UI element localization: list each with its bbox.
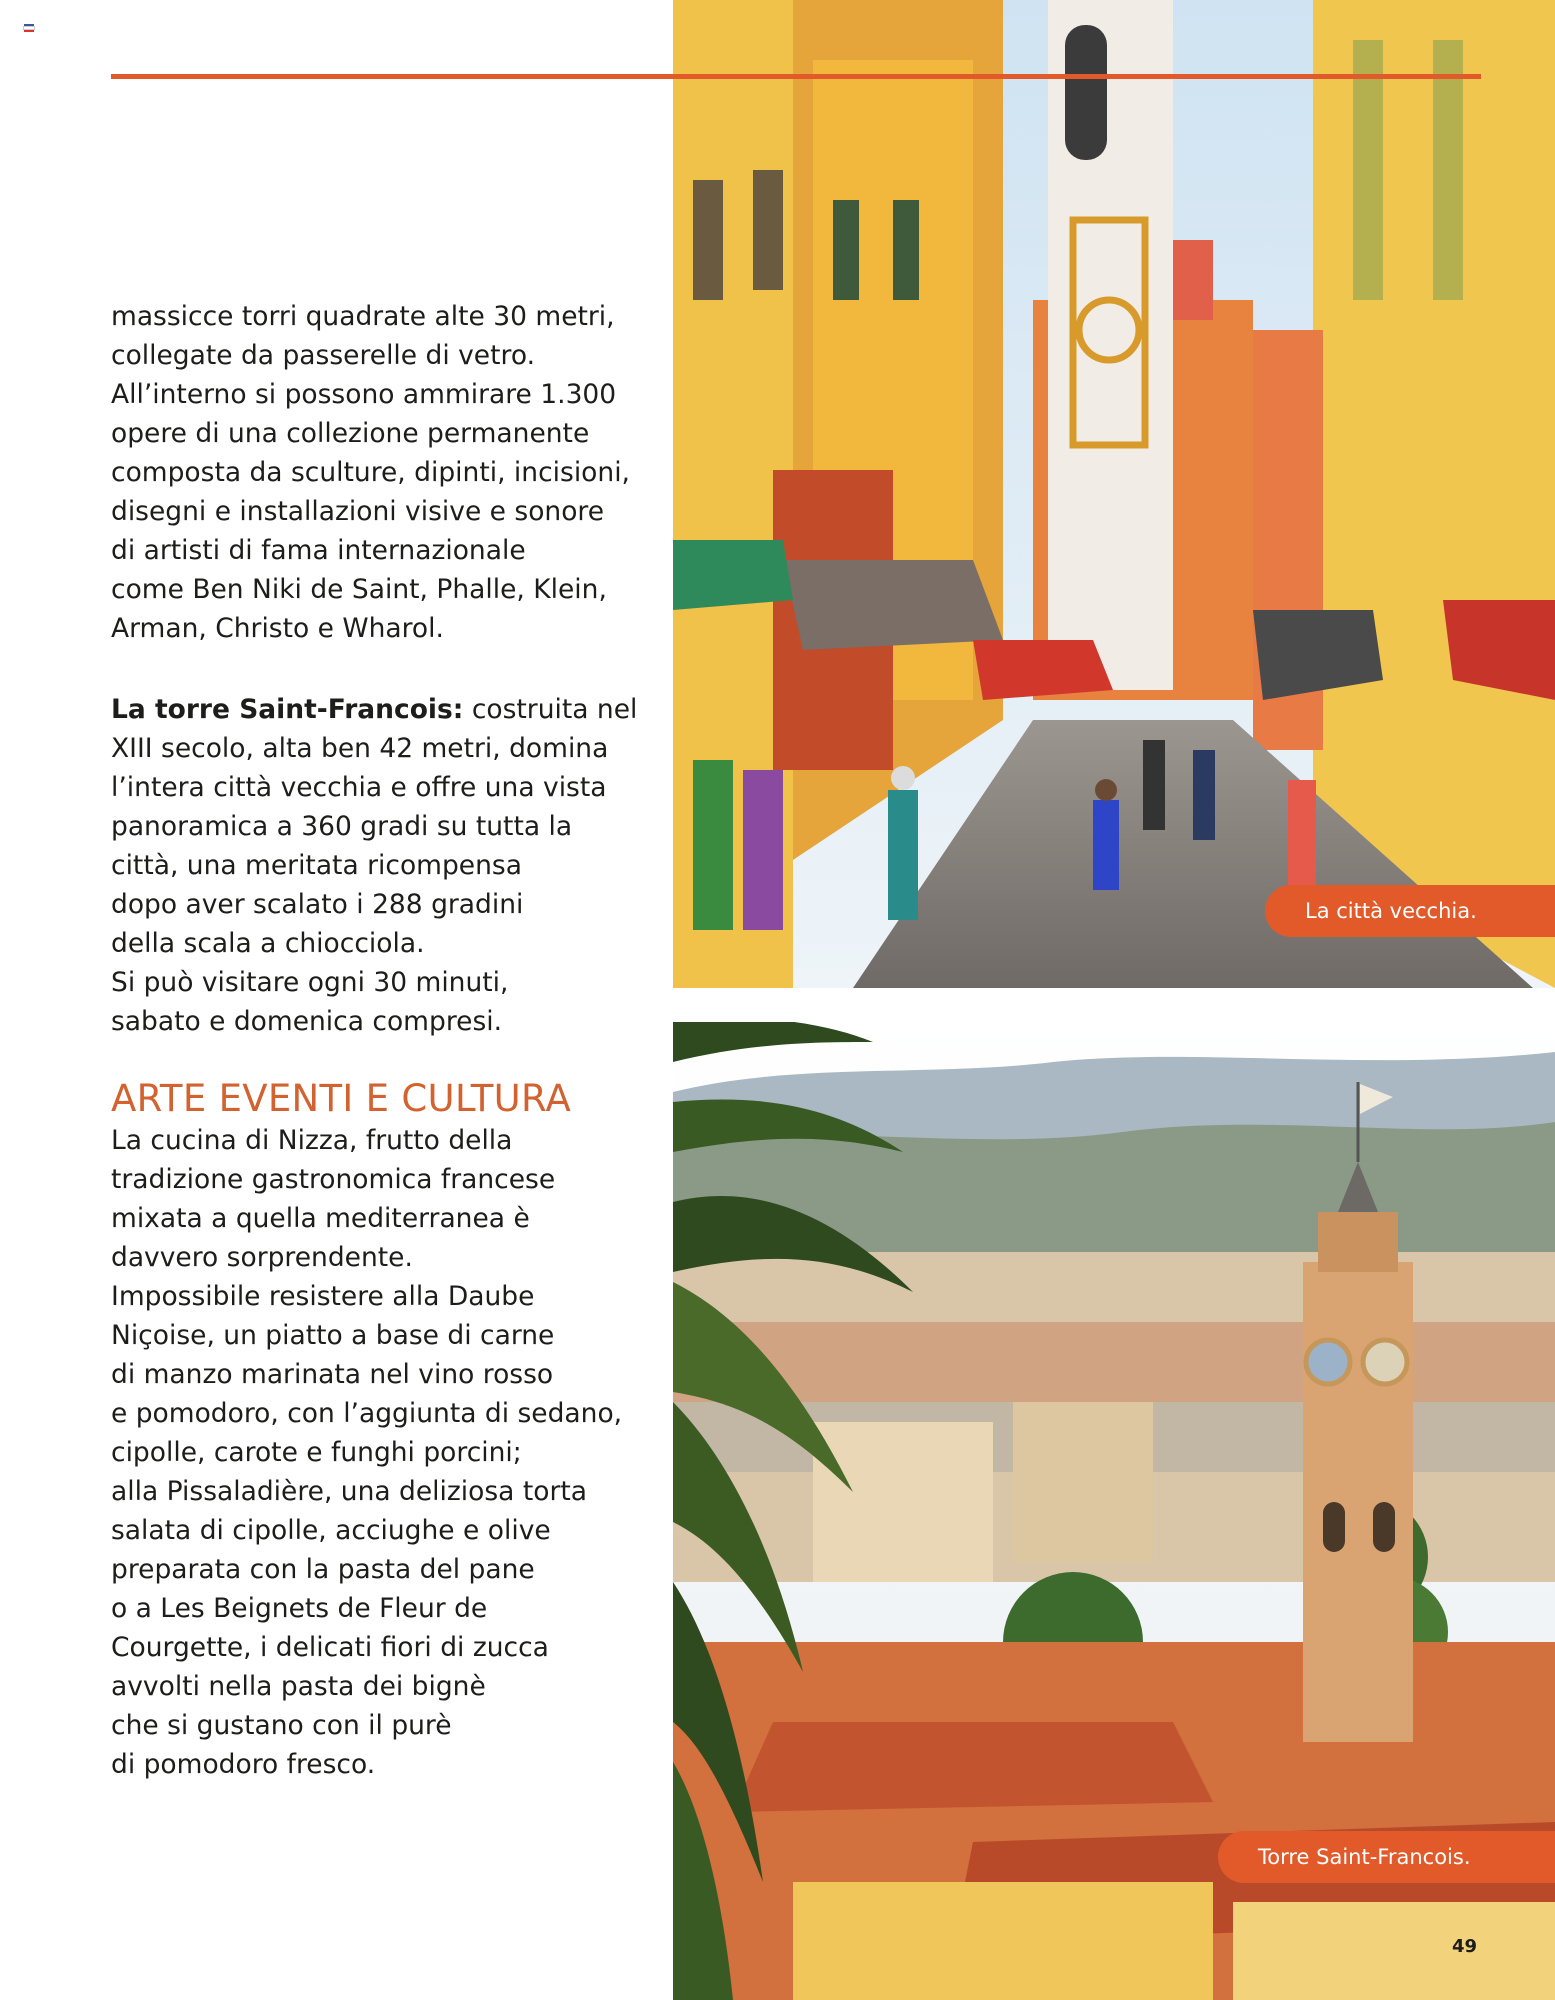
text-line: alla Pissaladière, una deliziosa torta (111, 1476, 587, 1507)
text-block-tower (111, 690, 651, 1041)
text-line: opere di una collezione permanente (111, 418, 590, 449)
text-line: tradizione gastronomica francese (111, 1164, 556, 1195)
header-rule (111, 74, 1481, 79)
text-line: panoramica a 360 gradi su tutta la (111, 811, 573, 842)
text-line: Impossibile resistere alla Daube (111, 1281, 535, 1312)
text-line: cipolle, carote e funghi porcini; (111, 1437, 522, 1468)
flag-icon (24, 24, 34, 32)
photo-old-town (673, 0, 1555, 988)
text-line: dopo aver scalato i 288 gradini (111, 889, 524, 920)
caption-old-town: La città vecchia. (1265, 885, 1555, 937)
text-line: l’intera città vecchia e offre una vista (111, 772, 607, 803)
text-block-culture (111, 1077, 651, 1784)
text-line: e pomodoro, con l’aggiunta di sedano, (111, 1398, 623, 1429)
text-line: di manzo marinata nel vino rosso (111, 1359, 554, 1390)
text-line: salata di cipolle, acciughe e olive (111, 1515, 551, 1546)
text-line: composta da sculture, dipinti, incisioni, (111, 457, 630, 488)
text-line: sabato e domenica compresi. (111, 1006, 503, 1037)
text-line: della scala a chiocciola. (111, 928, 425, 959)
text-line: massicce torri quadrate alte 30 metri, (111, 301, 615, 332)
text-line: o a Les Beignets de Fleur de (111, 1593, 488, 1624)
text-line: di pomodoro fresco. (111, 1749, 376, 1780)
text-line: come Ben Niki de Saint, Phalle, Klein, (111, 574, 607, 605)
page-number: 49 (1452, 1936, 1478, 1957)
text-line: Arman, Christo e Wharol. (111, 613, 444, 644)
tower-lead: La torre Saint-Francois: (111, 694, 464, 725)
text-block-museum (111, 297, 651, 648)
text-line: avvolti nella pasta dei bignè (111, 1671, 486, 1702)
caption-tower: Torre Saint-Francois. (1218, 1831, 1555, 1883)
text-line: Courgette, i delicati fiori di zucca (111, 1632, 549, 1663)
section-heading: ARTE EVENTI E CULTURA (111, 1077, 572, 1120)
text-line: preparata con la pasta del pane (111, 1554, 535, 1585)
text-line: Si può visitare ogni 30 minuti, (111, 967, 509, 998)
text-line: XIII secolo, alta ben 42 metri, domina (111, 733, 609, 764)
tower-first-line (111, 690, 651, 729)
text-line: All’interno si possono ammirare 1.300 (111, 379, 617, 410)
text-line: Niçoise, un piatto a base di carne (111, 1320, 555, 1351)
text-line: collegate da passerelle di vetro. (111, 340, 535, 371)
text-line: La cucina di Nizza, frutto della (111, 1125, 513, 1156)
text-line: che si gustano con il purè (111, 1710, 452, 1741)
text-line: disegni e installazioni visive e sonore (111, 496, 605, 527)
tower-first-line-rest: costruita nel (463, 694, 638, 725)
text-line: di artisti di fama internazionale (111, 535, 526, 566)
text-line: davvero sorprendente. (111, 1242, 413, 1273)
text-line: mixata a quella mediterranea è (111, 1203, 530, 1234)
text-line: città, una meritata ricompensa (111, 850, 522, 881)
